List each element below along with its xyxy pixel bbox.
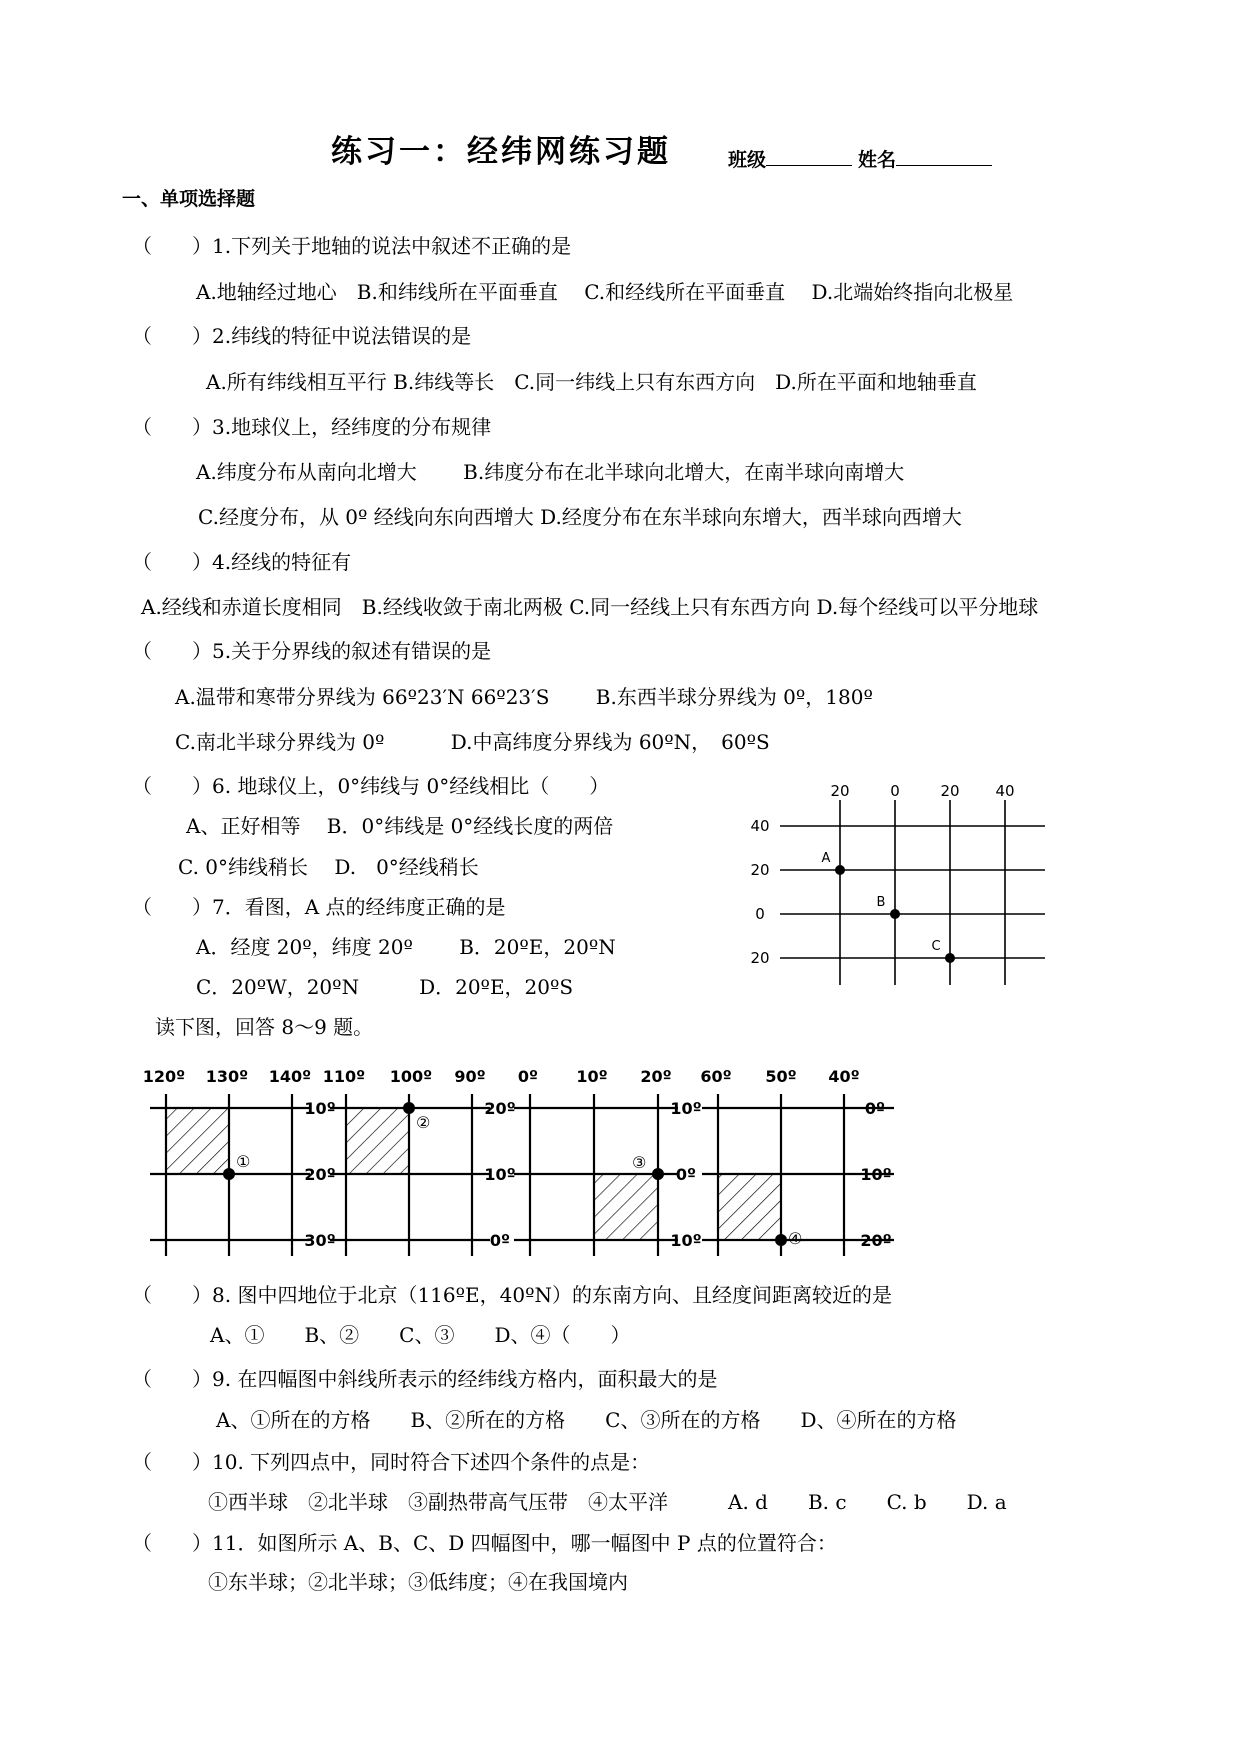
hatched-cell-4 [718,1174,781,1240]
grid-set-4-right-label: 20º [860,1231,892,1250]
marker-dot-2 [403,1102,415,1114]
grid1-top-label: 20 [940,782,960,800]
marker-dot-3 [652,1168,664,1180]
grid-set-2-top-label: 100º [389,1067,433,1086]
grid-set-2 [323,1067,516,1256]
q5-stem: （ ）5.关于分界线的叙述有错误的是 [132,639,492,663]
grid-set-2-top-label: 90º [454,1067,486,1086]
grid-set-1-right-label: 30º [304,1231,336,1250]
grid-set-1-top-label: 140º [268,1067,312,1086]
grid-set-3-top-label: 10º [576,1067,608,1086]
q6-option-cd: C. 0°纬线稍长 D. 0°经线稍长 [178,855,479,879]
grid-set-4-right-label: 0º [864,1099,886,1118]
grid-set-1-right-label: 20º [304,1165,336,1184]
grid1-top-label: 0 [890,782,900,800]
grid-set-4-right-label: 10º [860,1165,892,1184]
q10-stem: （ ）10. 下列四点中，同时符合下述四个条件的点是： [132,1450,651,1474]
marker-label-4: ④ [788,1229,803,1248]
q3-option-cd: C.经度分布，从 0º 经线向东向西增大 D.经度分布在东半球向东增大，西半球向西增大 [198,505,962,529]
grid1-left-label: 0 [755,905,765,923]
q1-stem: （ ）1.下列关于地轴的说法中叙述不正确的是 [132,234,572,258]
class-label [728,147,852,170]
q8-options: A、① B、② C、③ D、④（ ） [210,1323,631,1347]
grid-set-4-top-label: 60º [700,1067,732,1086]
q6-stem: （ ）6. 地球仪上，0°纬线与 0°经线相比（ ） [132,774,610,798]
q7-option-cd: C．20ºW，20ºN D．20ºE，20ºS [196,975,574,999]
q5-option-cd: C.南北半球分界线为 0º D.中高纬度分界线为 60ºN， 60ºS [175,730,770,754]
marker-label-3: ③ [632,1153,647,1172]
q11-options: ①东半球；②北半球；③低纬度；④在我国境内 [208,1570,628,1594]
point-a-label: A [821,851,831,866]
name-label-text: 姓名 [858,149,897,171]
grid-set-1-top-label: 120º [142,1067,186,1086]
grid-set-1 [143,1067,336,1256]
q7-stem: （ ）7．看图，A 点的经纬度正确的是 [132,895,506,919]
section-heading: 一、单项选择题 [122,188,256,210]
grid-set-3-top-label: 0º [517,1067,539,1086]
grid-set-4 [700,1067,894,1256]
name-blank[interactable] [896,147,992,166]
marker-label-1: ① [236,1152,251,1171]
four-grid-figure [140,1060,960,1260]
hatched-cell-2 [346,1108,409,1174]
marker-label-2: ② [416,1113,431,1132]
q9-options: A、①所在的方格 B、②所在的方格 C、③所在的方格 D、④所在的方格 [216,1408,957,1432]
marker-dot-4 [775,1234,787,1246]
q10-options: ①西半球 ②北半球 ③副热带高气压带 ④太平洋 A. d B. c C. b D. a [208,1490,1007,1514]
point-c-label: C [931,939,941,954]
read-instruction: 读下图，回答 8～9 题。 [155,1015,374,1039]
grid-set-2-right-label: 10º [484,1165,516,1184]
q4-stem: （ ）4.经线的特征有 [132,550,352,574]
q1-options: A.地轴经过地心 B.和纬线所在平面垂直 C.和经线所在平面垂直 D.北端始终指向北极星 [196,280,1014,304]
hatched-cell-1 [166,1108,229,1174]
class-label-text: 班级 [728,149,767,171]
grid-set-1-top-label: 130º [205,1067,249,1086]
grid-set-2-top-label: 110º [322,1067,366,1086]
point-b-label: B [876,895,886,910]
grid1-left-label: 20 [750,949,770,967]
grid-set-3 [514,1067,702,1256]
grid1-left-label: 40 [750,817,770,835]
hatched-cell-3 [594,1174,658,1240]
q8-stem: （ ）8. 图中四地位于北京（116ºE，40ºN）的东南方向、且经度间距离较近的是 [132,1283,892,1307]
q4-options: A.经线和赤道长度相同 B.经线收敛于南北两极 C.同一经线上只有东西方向 D.每个经线可以平分地球 [141,595,1039,619]
grid-set-4-top-label: 50º [765,1067,797,1086]
q11-stem: （ ）11．如图所示 A、B、C、D 四幅图中，哪一幅图中 P 点的位置符合： [132,1531,837,1555]
grid-set-4-top-label: 40º [828,1067,860,1086]
q6-option-ab: A、正好相等 B．0°纬线是 0°经线长度的两倍 [186,814,614,838]
grid-set-3-right-label: 10º [670,1099,702,1118]
q3-option-ab: A.纬度分布从南向北增大 B.纬度分布在北半球向北增大，在南半球向南增大 [196,460,905,484]
grid-figure-abc [745,780,1045,990]
point-c [945,953,955,963]
q2-stem: （ ）2.纬线的特征中说法错误的是 [132,324,472,348]
grid-set-3-right-label: 0º [675,1165,697,1184]
q2-options: A.所有纬线相互平行 B.纬线等长 C.同一纬线上只有东西方向 D.所在平面和地轴垂直 [206,370,977,394]
grid-set-2-right-label: 20º [484,1099,516,1118]
point-b [890,909,900,919]
grid-set-3-right-label: 10º [670,1231,702,1250]
grid1-top-label: 40 [995,782,1015,800]
grid-set-2-right-label: 0º [489,1231,511,1250]
grid1-left-label: 20 [750,861,770,879]
grid1-top-label: 20 [830,782,850,800]
page-title: 练习一：经纬网练习题 [331,134,671,170]
q3-stem: （ ）3.地球仪上，经纬度的分布规律 [132,415,492,439]
grid-set-1-right-label: 10º [304,1099,336,1118]
grid-set-3-top-label: 20º [640,1067,672,1086]
name-label [858,147,992,170]
class-blank[interactable] [766,147,852,166]
point-a [835,865,845,875]
marker-dot-1 [223,1168,235,1180]
q9-stem: （ ）9. 在四幅图中斜线所表示的经纬线方格内，面积最大的是 [132,1367,718,1391]
q5-option-ab: A.温带和寒带分界线为 66º23′N 66º23′S B.东西半球分界线为 0º，180º [175,685,873,709]
q7-option-ab: A．经度 20º，纬度 20º B．20ºE，20ºN [196,935,616,959]
